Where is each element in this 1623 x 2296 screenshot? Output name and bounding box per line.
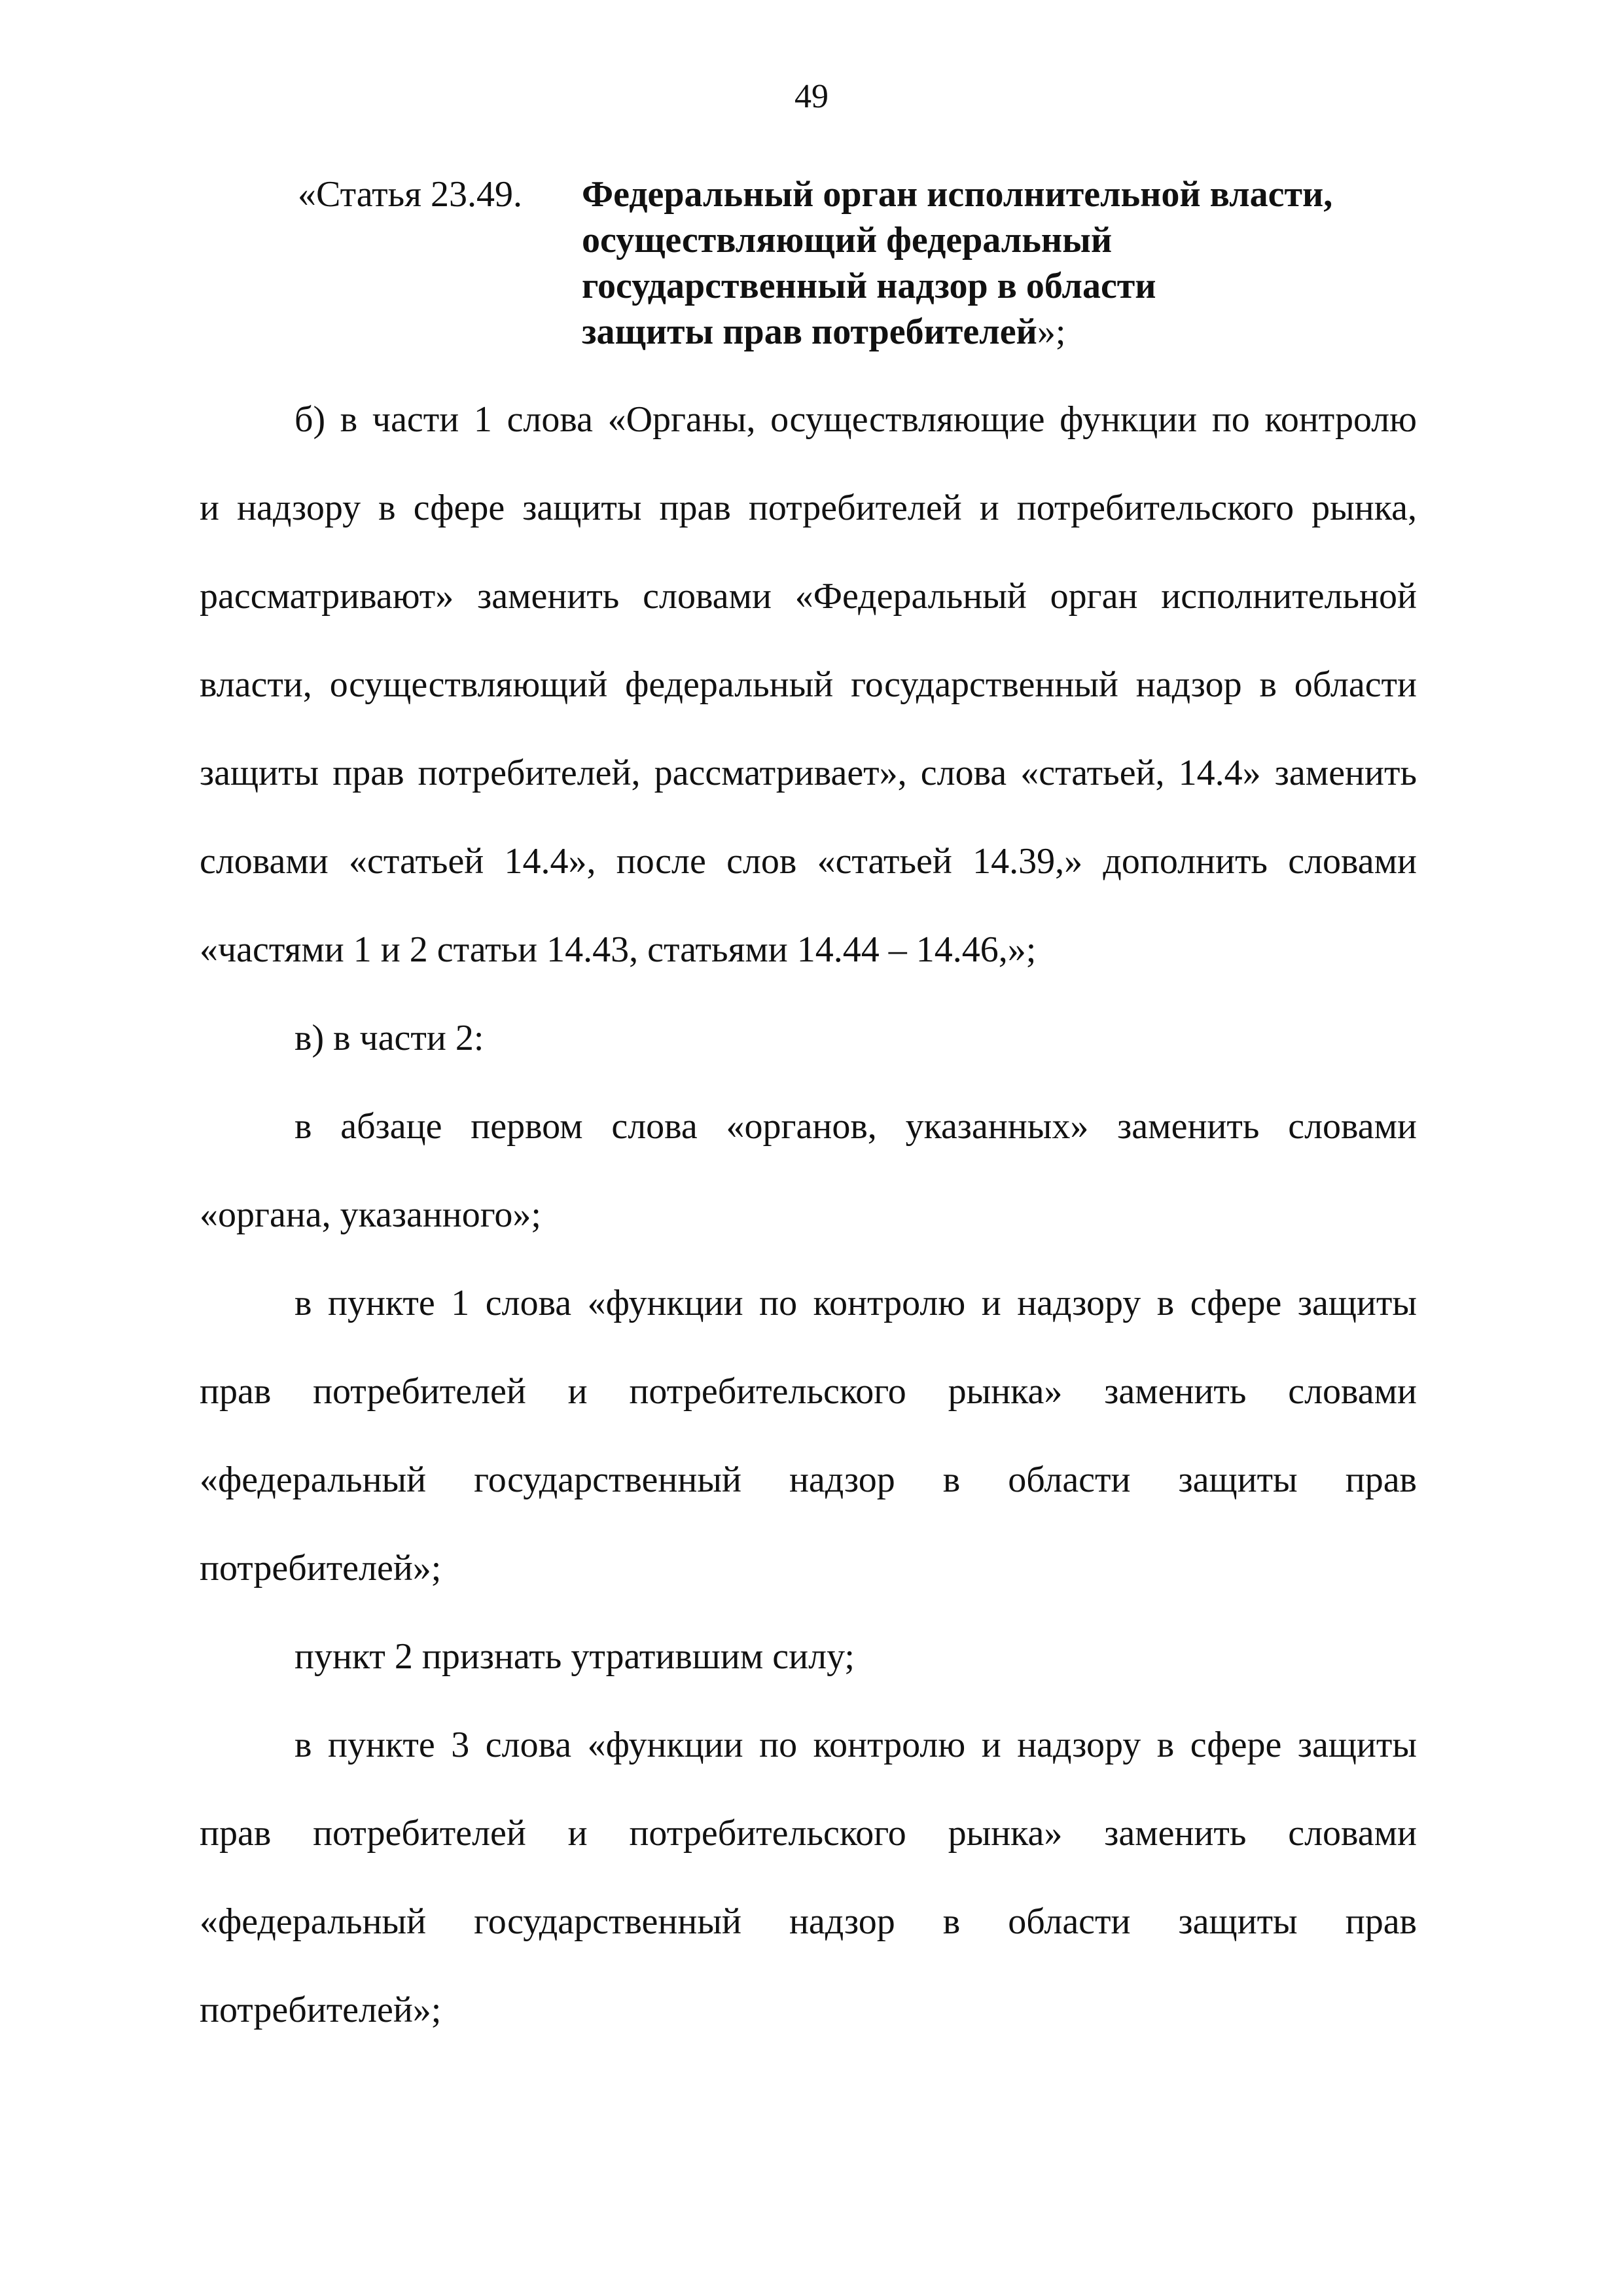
body-line: власти, осуществляющий федеральный государственный надзор в области	[200, 664, 1417, 705]
article-title-line: осуществляющий федеральный	[582, 220, 1113, 260]
article-title-line: защиты прав потребителей	[582, 312, 1037, 352]
body-line: прав потребителей и потребительского рынка» заменить словами	[200, 1371, 1417, 1412]
article-title-tail: »;	[1037, 312, 1066, 352]
article-title-line: государственный надзор в области	[582, 266, 1156, 306]
article-title-last-line	[582, 309, 1433, 355]
article-label: «Статья 23.49.	[298, 174, 522, 215]
body-line: и надзору в сфере защиты прав потребителей и потребительского рынка,	[200, 488, 1417, 528]
body-line: рассматривают» заменить словами «Федеральный орган исполнительной	[200, 576, 1417, 617]
body-line: в пункте 3 слова «функции по контролю и надзору в сфере защиты	[294, 1725, 1417, 1765]
body-line: прав потребителей и потребительского рынка» заменить словами	[200, 1813, 1417, 1854]
body-line: пункт 2 признать утратившим силу;	[294, 1636, 855, 1677]
body-line: «федеральный государственный надзор в области защиты прав	[200, 1460, 1417, 1500]
body-line: б) в части 1 слова «Органы, осуществляющие функции по контролю	[294, 399, 1417, 440]
body-line: словами «статьей 14.4», после слов «статьей 14.39,» дополнить словами	[200, 841, 1417, 882]
body-line: защиты прав потребителей, рассматривает», слова «статьей, 14.4» заменить	[200, 753, 1417, 793]
body-line: в пункте 1 слова «функции по контролю и надзору в сфере защиты	[294, 1283, 1417, 1323]
body-line: «федеральный государственный надзор в области защиты прав	[200, 1901, 1417, 1942]
body-line: в) в части 2:	[294, 1018, 484, 1058]
body-line: в абзаце первом слова «органов, указанных» заменить словами	[294, 1106, 1417, 1147]
body-line: потребителей»;	[200, 1548, 442, 1588]
article-title-line: Федеральный орган исполнительной власти,	[582, 174, 1333, 215]
body-line: потребителей»;	[200, 1990, 442, 2030]
body-line: «частями 1 и 2 статьи 14.43, статьями 14.44 – 14.46,»;	[200, 929, 1037, 970]
page-number: 49	[794, 78, 829, 115]
article-title	[582, 171, 1433, 355]
body-line: «органа, указанного»;	[200, 1194, 541, 1235]
